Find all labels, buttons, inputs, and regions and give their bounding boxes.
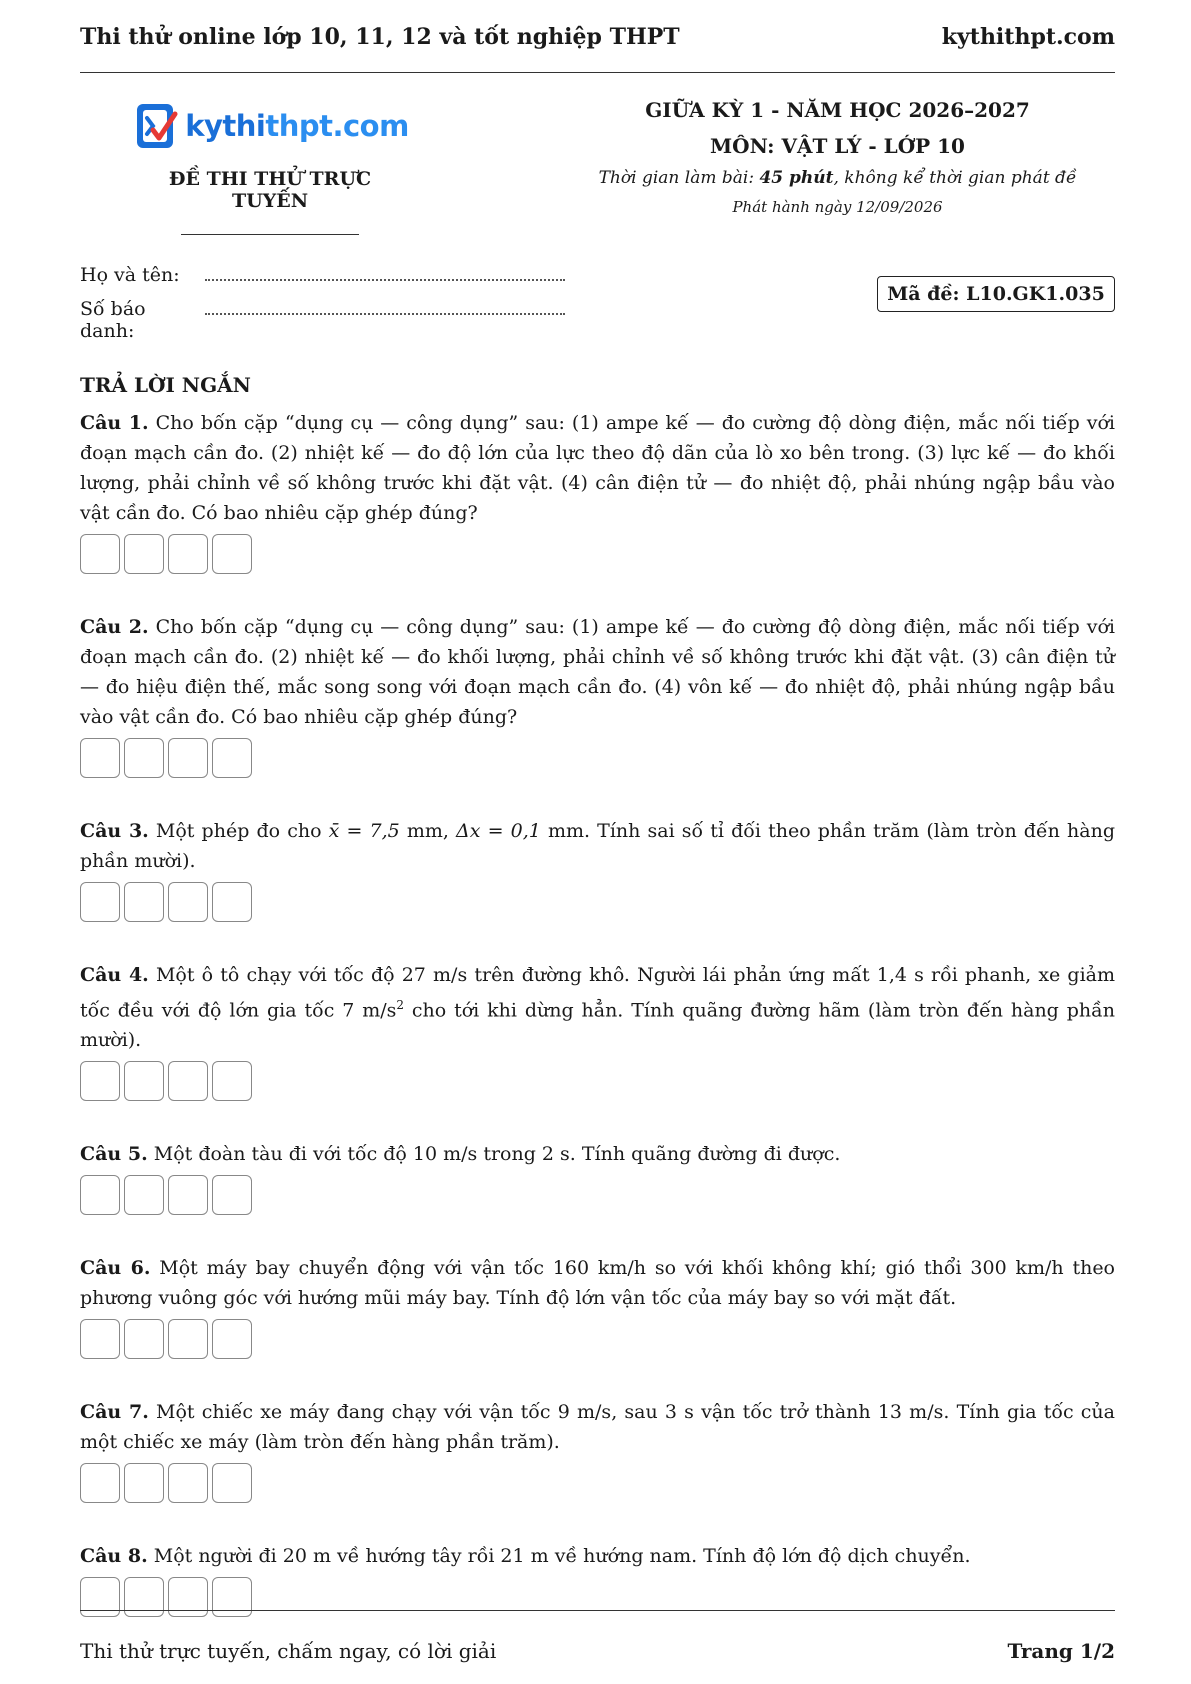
answer-box[interactable] <box>168 1577 208 1617</box>
answer-box[interactable] <box>168 534 208 574</box>
answer-box[interactable] <box>212 534 252 574</box>
answer-box[interactable] <box>124 1061 164 1101</box>
page-number: Trang 1/2 <box>1007 1639 1115 1663</box>
question-6: Câu 6. Một máy bay chuyển động với vận tốc 160 km/h so với khối không khí; gió thổi 300 km/h theo phương vuông góc với hướng mũi máy bay. Tính độ lớn vận tốc của máy bay so với mặt đất. <box>80 1253 1115 1359</box>
answer-boxes <box>80 738 1115 778</box>
question-list <box>80 408 1115 1617</box>
answer-box[interactable] <box>212 1319 252 1359</box>
name-label: Họ và tên: <box>80 264 180 286</box>
math-delta: Δx = 0,1 <box>456 820 541 842</box>
student-id-field[interactable] <box>205 299 565 315</box>
answer-box[interactable] <box>212 1061 252 1101</box>
answer-box[interactable] <box>168 1175 208 1215</box>
answer-box[interactable] <box>124 738 164 778</box>
page-footer <box>80 1636 1115 1666</box>
answer-box[interactable] <box>212 1577 252 1617</box>
exam-page <box>80 0 1115 1684</box>
top-header <box>80 22 1115 52</box>
question-2: Câu 2. Cho bốn cặp “dụng cụ — công dụng” sau: (1) ampe kế — đo cường độ dòng điện, mắc nối tiếp với đoạn mạch cần đo. (2) nhiệt kế — đo khối lượng, phải chỉnh về số không trước khi đặt vật. (3) cân điện tử — đo hiệu điện thế, mắc song song với đoạn mạch cần đo. (4) vôn kế — đo nhiệt độ, phải nhúng ngập bầu vào vật cần đo. Có bao nhiêu cặp ghép đúng? <box>80 612 1115 778</box>
logo-wordmark: kythithpt.com <box>185 109 409 143</box>
logo-block <box>130 98 410 235</box>
name-field[interactable] <box>205 265 565 281</box>
answer-box[interactable] <box>124 534 164 574</box>
question-4: Câu 4. Một ô tô chạy với tốc độ 27 m/s trên đường khô. Người lái phản ứng mất 1,4 s rồi phanh, xe giảm tốc đều với độ lớn gia tốc 7 $m/s^2$ cho tới khi dừng hẳn. Tính quãng đường hãm (làm tròn đến hàng phần mười). <box>80 960 1115 1101</box>
answer-box[interactable] <box>212 1175 252 1215</box>
answer-box[interactable] <box>80 738 120 778</box>
answer-box[interactable] <box>80 1577 120 1617</box>
answer-boxes <box>80 882 1115 922</box>
answer-box[interactable] <box>168 738 208 778</box>
section-title: TRẢ LỜI NGẮN <box>80 373 251 397</box>
exam-info <box>560 96 1115 216</box>
question-7: Câu 7. Một chiếc xe máy đang chạy với vận tốc 9 m/s, sau 3 s vận tốc trở thành 13 m/s. Tính gia tốc của một chiếc xe máy (làm tròn đến hàng phần trăm). <box>80 1397 1115 1503</box>
answer-boxes <box>80 1319 1115 1359</box>
answer-box[interactable] <box>168 1463 208 1503</box>
footer-tagline: Thi thử trực tuyến, chấm ngay, có lời giải <box>80 1639 497 1663</box>
answer-box[interactable] <box>212 882 252 922</box>
answer-boxes <box>80 1061 1115 1101</box>
question-5: Câu 5. Một đoàn tàu đi với tốc độ 10 m/s trong 2 s. Tính quãng đường đi được. <box>80 1139 1115 1215</box>
footer-rule <box>80 1610 1115 1611</box>
answer-box[interactable] <box>124 1577 164 1617</box>
question-1: Câu 1. Cho bốn cặp “dụng cụ — công dụng” sau: (1) ampe kế — đo cường độ dòng điện, mắc nối tiếp với đoạn mạch cần đo. (2) nhiệt kế — đo độ lớn của lực theo độ dãn của lò xo bên trong. (3) lực kế — đo khối lượng, phải chỉnh về số không trước khi đặt vật. (4) cân điện tử — đo nhiệt độ, phải nhúng ngập bầu vào vật cần đo. Có bao nhiêu cặp ghép đúng? <box>80 408 1115 574</box>
student-info <box>80 264 565 342</box>
answer-box[interactable] <box>80 1463 120 1503</box>
math-mean: x̄ = 7,5 <box>328 820 400 842</box>
answer-box[interactable] <box>124 1319 164 1359</box>
exam-title: GIỮA KỲ 1 - NĂM HỌC 2026–2027 <box>645 98 1030 122</box>
answer-box[interactable] <box>80 534 120 574</box>
answer-box[interactable] <box>168 1319 208 1359</box>
answer-box[interactable] <box>80 1061 120 1101</box>
online-test-subtitle: ĐỀ THI THỬ TRỰC TUYẾN <box>168 168 372 212</box>
answer-boxes <box>80 1463 1115 1503</box>
answer-box[interactable] <box>80 1175 120 1215</box>
answer-box[interactable] <box>124 1463 164 1503</box>
answer-box[interactable] <box>124 1175 164 1215</box>
question-8: Câu 8. Một người đi 20 m về hướng tây rồi 21 m về hướng nam. Tính độ lớn độ dịch chuyển. <box>80 1541 1115 1617</box>
answer-box[interactable] <box>168 1061 208 1101</box>
exam-release-date: Phát hành ngày 12/09/2026 <box>732 198 943 216</box>
answer-box[interactable] <box>80 882 120 922</box>
answer-box[interactable] <box>80 1319 120 1359</box>
header-left-text: Thi thử online lớp 10, 11, 12 và tốt nghiệp THPT <box>80 24 680 50</box>
header-site-link[interactable]: kythithpt.com <box>941 24 1115 50</box>
answer-boxes <box>80 1175 1115 1215</box>
question-3: Câu 3. Một phép đo cho x̄ = 7,5 mm, Δx = 0,1 mm. Tính sai số tỉ đối theo phần trăm (làm tròn đến hàng phần mười). <box>80 816 1115 922</box>
exam-subject: MÔN: VẬT LÝ - LỚP 10 <box>710 134 965 158</box>
exam-time: Thời gian làm bài: 45 phút, không kể thời gian phát đề <box>598 168 1077 188</box>
answer-boxes <box>80 1577 1115 1617</box>
answer-box[interactable] <box>212 1463 252 1503</box>
exam-logo-icon <box>131 100 181 152</box>
answer-box[interactable] <box>124 882 164 922</box>
answer-box[interactable] <box>212 738 252 778</box>
student-id-label: Số báo danh: <box>80 298 146 342</box>
exam-code-box: Mã đề: L10.GK1.035 <box>877 276 1115 312</box>
answer-box[interactable] <box>168 882 208 922</box>
answer-boxes <box>80 534 1115 574</box>
subtitle-rule <box>181 234 359 235</box>
header-rule <box>80 72 1115 73</box>
site-logo <box>130 98 410 154</box>
